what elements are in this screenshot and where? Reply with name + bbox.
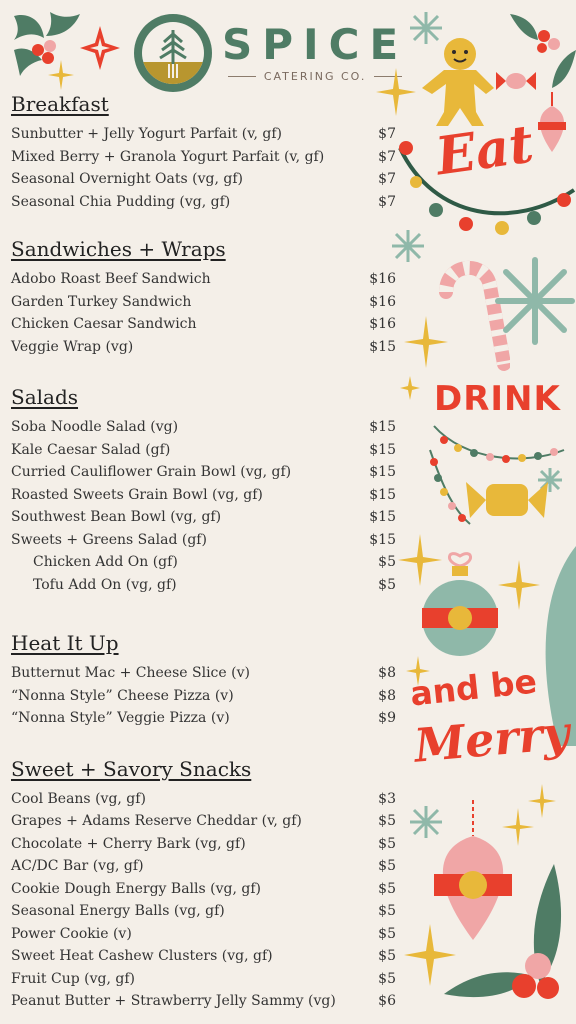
menu-item: [11, 900, 396, 923]
menu-item: [11, 291, 396, 314]
item-name: Sunbutter + Jelly Yogurt Parfait (v, gf): [11, 126, 283, 142]
item-name: “Nonna Style” Veggie Pizza (v): [11, 710, 230, 726]
menu-item: [11, 990, 396, 1013]
candy-icon: [496, 66, 536, 96]
menu-list: [11, 92, 396, 1013]
decor-drink: DRINK: [434, 379, 561, 419]
snowflake-icon: [494, 256, 576, 346]
item-name: Fruit Cup (vg, gf): [11, 970, 135, 987]
item-name: Roasted Sweets Grain Bowl (vg, gf): [11, 486, 263, 503]
menu-item: [11, 529, 396, 552]
item-price: $8: [378, 687, 396, 704]
section-heat-it-up: [11, 631, 396, 730]
item-price: $5: [378, 880, 396, 897]
menu-item: [11, 662, 396, 685]
menu-item: [11, 191, 396, 214]
item-price: $16: [369, 271, 396, 287]
menu-item: [11, 506, 396, 529]
item-name: Cookie Dough Energy Balls (vg, gf): [11, 880, 261, 897]
section-title: Sweet + Savory Snacks: [11, 756, 252, 781]
decor-merry: Merry: [411, 705, 572, 773]
item-name: Veggie Wrap (vg): [11, 338, 134, 355]
star-icon: [80, 26, 120, 70]
section-title: Breakfast: [11, 92, 109, 116]
item-name: Seasonal Overnight Oats (vg, gf): [11, 171, 243, 187]
gingerbread-icon: [414, 36, 500, 128]
menu-item-addon: [11, 574, 396, 597]
item-name: Seasonal Chia Pudding (vg, gf): [11, 193, 231, 210]
menu-item: [11, 336, 396, 359]
section-title: Salads: [11, 385, 79, 409]
menu-item: [11, 788, 396, 811]
item-price: $3: [378, 790, 396, 807]
item-price: $7: [378, 171, 396, 187]
item-name: AC/DC Bar (vg, gf): [11, 858, 144, 874]
item-price: $7: [378, 126, 396, 142]
menu-item: [11, 968, 396, 991]
menu-item-addon: [11, 551, 396, 574]
item-price: $7: [378, 148, 396, 165]
decor-eat: Eat: [432, 113, 538, 188]
item-name: Chocolate + Cherry Bark (vg, gf): [11, 835, 246, 852]
menu-item: [11, 945, 396, 968]
item-price: $5: [378, 903, 396, 919]
candy-icon: [462, 474, 552, 526]
item-price: $5: [378, 576, 396, 593]
item-price: $16: [369, 293, 396, 310]
section-breakfast: [11, 92, 396, 213]
menu-item: [11, 123, 396, 146]
item-name: Sweet Heat Cashew Clusters (vg, gf): [11, 948, 273, 964]
menu-item: [11, 439, 396, 462]
section-salads: [11, 385, 396, 596]
menu-item: [11, 923, 396, 946]
item-price: $5: [378, 970, 396, 987]
menu-item: [11, 810, 396, 833]
item-price: $16: [369, 316, 396, 332]
menu-item: [11, 168, 396, 191]
item-price: $15: [369, 509, 396, 525]
item-price: $15: [369, 486, 396, 503]
item-price: $15: [369, 441, 396, 458]
menu-item: [11, 146, 396, 169]
item-name: Kale Caesar Salad (gf): [11, 441, 171, 458]
item-price: $5: [378, 835, 396, 852]
brand-header: [134, 14, 408, 92]
item-name: Soba Noodle Salad (vg): [11, 419, 179, 435]
sparkle-icon: [400, 376, 420, 400]
item-name: Peanut Butter + Strawberry Jelly Sammy (vg): [11, 993, 336, 1009]
item-name: Tofu Add On (vg, gf): [33, 576, 177, 593]
item-price: $15: [369, 464, 396, 480]
item-name: Butternut Mac + Cheese Slice (v): [11, 665, 250, 681]
sparkle-icon: [404, 316, 448, 368]
item-price: $9: [378, 710, 396, 726]
item-price: $5: [378, 554, 396, 570]
menu-item: [11, 833, 396, 856]
snowflake-icon: [390, 228, 426, 264]
item-price: $15: [369, 419, 396, 435]
menu-item: [11, 268, 396, 291]
decor-and-be: and be: [408, 661, 539, 714]
item-name: Seasonal Energy Balls (vg, gf): [11, 903, 225, 919]
item-name: Sweets + Greens Salad (gf): [11, 531, 207, 548]
brand-name: SPICE: [222, 20, 409, 69]
section-snacks: [11, 757, 396, 1013]
item-name: Chicken Add On (gf): [33, 554, 178, 570]
menu-item: [11, 878, 396, 901]
item-name: Power Cookie (v): [11, 925, 132, 942]
menu-item: [11, 707, 396, 730]
menu-item: [11, 484, 396, 507]
item-price: $15: [369, 338, 396, 355]
menu-item: [11, 461, 396, 484]
item-price: $6: [378, 993, 396, 1009]
item-price: $15: [369, 531, 396, 548]
holly-icon: [444, 864, 576, 1004]
item-name: Mixed Berry + Granola Yogurt Parfait (v, gf): [11, 148, 325, 165]
menu-item: [11, 855, 396, 878]
sparkle-icon: [376, 68, 416, 116]
item-price: $5: [378, 948, 396, 964]
logo-icon: [134, 14, 212, 92]
item-name: Grapes + Adams Reserve Cheddar (v, gf): [11, 813, 302, 829]
item-name: Chicken Caesar Sandwich: [11, 316, 197, 332]
item-price: $7: [378, 193, 396, 210]
sparkle-icon: [48, 60, 74, 90]
brand-subtitle: CATERING CO.: [263, 70, 367, 83]
item-name: Garden Turkey Sandwich: [11, 293, 192, 310]
section-title: Heat It Up: [11, 631, 119, 655]
ornament-icon: [420, 548, 500, 664]
section-title: Sandwiches + Wraps: [11, 237, 226, 261]
section-sandwiches: [11, 237, 396, 358]
item-name: “Nonna Style” Cheese Pizza (v): [11, 687, 234, 704]
item-price: $8: [378, 665, 396, 681]
item-name: Cool Beans (vg, gf): [11, 790, 146, 807]
item-price: $5: [378, 858, 396, 874]
menu-item: [11, 313, 396, 336]
menu-item: [11, 685, 396, 708]
item-name: Curried Cauliflower Grain Bowl (vg, gf): [11, 464, 292, 480]
sparkle-icon: [498, 560, 540, 610]
item-name: Adobo Roast Beef Sandwich: [11, 271, 211, 287]
item-name: Southwest Bean Bowl (vg, gf): [11, 509, 222, 525]
item-price: $5: [378, 813, 396, 829]
sparkle-icon: [404, 924, 456, 986]
item-price: $5: [378, 925, 396, 942]
menu-item: [11, 416, 396, 439]
